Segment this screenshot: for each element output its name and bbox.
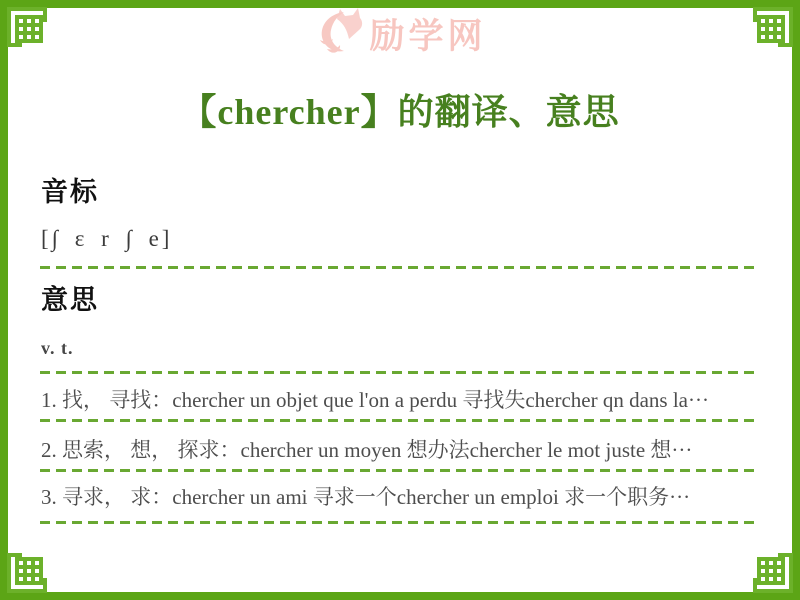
- site-logo[interactable]: [0, 8, 800, 60]
- dashed-divider: [40, 419, 757, 422]
- dashed-divider: [40, 521, 757, 524]
- corner-fret-ornament-icon: [7, 549, 51, 593]
- definition-item: 3. 寻求， 求：chercher un ami 寻求一个chercher un emploi 求一个职务···: [41, 485, 691, 509]
- site-name-text: 励学网: [369, 17, 487, 56]
- page-title: 【chercher】的翻译、意思: [180, 92, 620, 132]
- phonetic-section-heading: 音标: [41, 177, 99, 207]
- dashed-divider: [40, 469, 757, 472]
- dashed-divider: [40, 266, 757, 269]
- part-of-speech-label: v. t.: [41, 338, 74, 358]
- fox-swirl-logo-icon: [313, 7, 365, 62]
- dashed-divider: [40, 371, 757, 374]
- definition-item: 2. 思索， 想， 探求：chercher un moyen 想办法chercher le mot juste 想···: [41, 438, 693, 462]
- definition-item: 1. 找， 寻找：chercher un objet que l'on a perdu 寻找失chercher qn dans la···: [41, 388, 709, 412]
- phonetic-value: [∫ ɛ r ∫ e]: [41, 226, 173, 251]
- meaning-section-heading: 意思: [41, 285, 99, 315]
- corner-fret-ornament-icon: [749, 549, 793, 593]
